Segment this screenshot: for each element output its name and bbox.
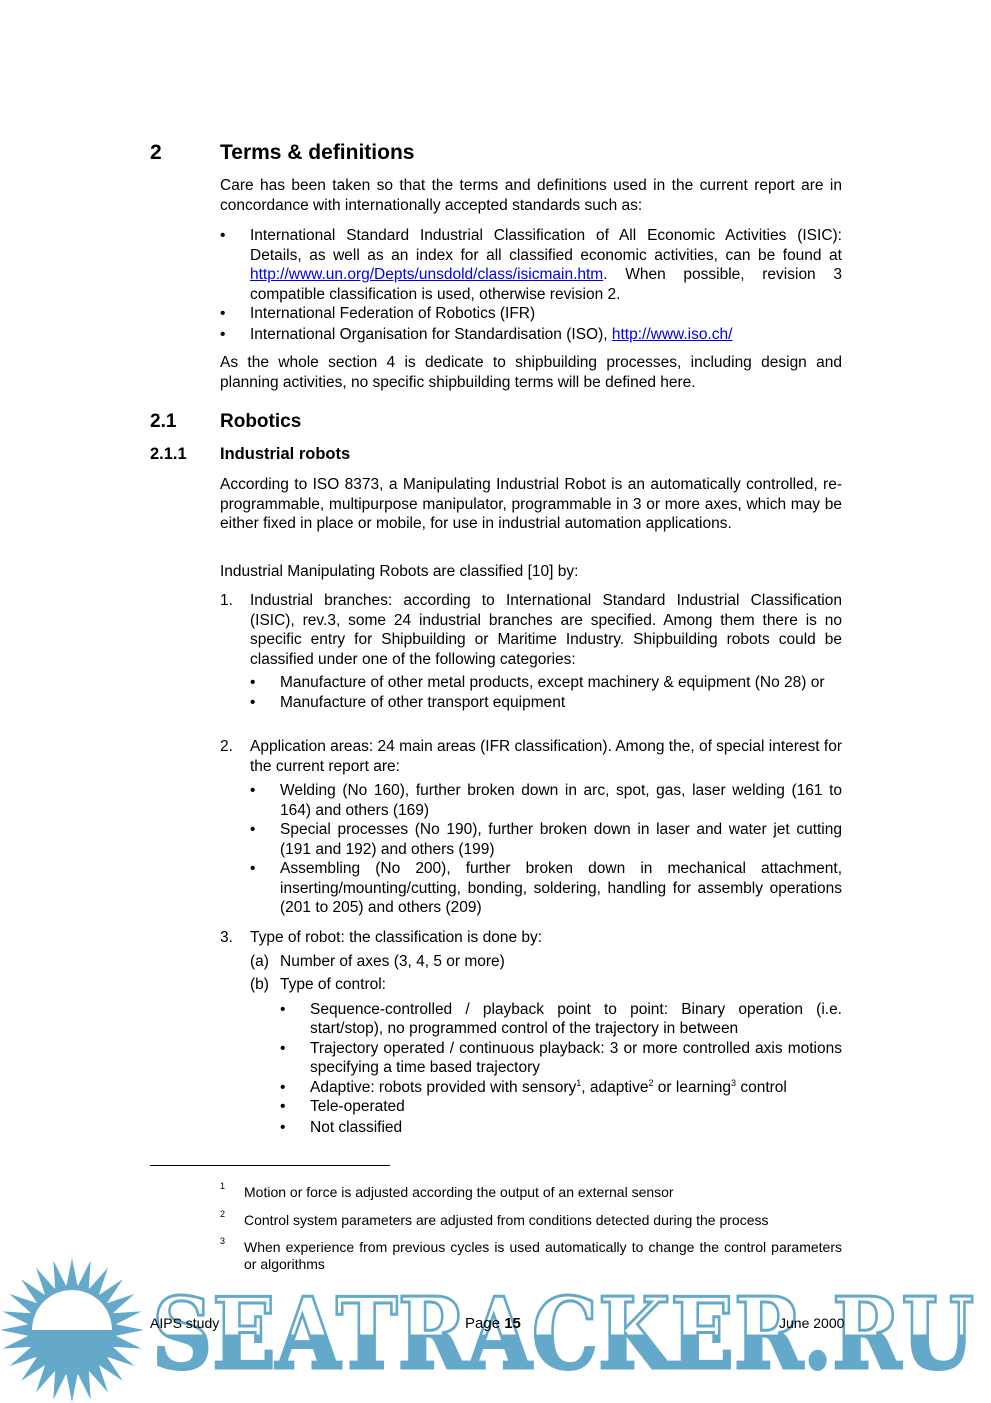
footnote-ref[interactable]: 2 — [648, 1077, 654, 1088]
list-item — [280, 1039, 842, 1078]
sun-icon — [0, 1258, 144, 1402]
bullet: • — [220, 325, 226, 343]
item-text: Sequence-controlled / playback point to point: Binary operation (i.e. start/stop), no programmed control of the trajectory in between — [310, 1000, 842, 1037]
iso-paragraph: According to ISO 8373, a Manipulating Industrial Robot is an automatically controlled, re-programmable, multipurpose manipulator, programmable in 3 or more axes, which may be either fixed in place or mobile, for use in industrial automation applications. — [220, 476, 842, 532]
list-item — [250, 673, 842, 693]
bullet: • — [250, 860, 256, 877]
bullet: • — [250, 821, 256, 838]
list-item — [280, 1097, 842, 1117]
bullet: • — [250, 674, 256, 691]
list-item — [250, 820, 842, 859]
list-item — [250, 859, 842, 918]
item-text: Industrial branches: according to International Standard Industrial Classification (ISIC), rev.3, some 24 industrial branches are specified. Among them there is no specific entry for Shipbuilding or Maritime Industry. Shipbuilding robots could be classified under one of the following categories: — [250, 592, 842, 668]
item-text: Type of control: — [280, 976, 386, 993]
footnote — [220, 1209, 842, 1229]
list-marker: 1. — [220, 592, 233, 609]
item-text: International Standard Industrial Classification of All Economic Activities (ISIC): Details, as well as an index for all classified economic activities, can be found at — [250, 227, 842, 264]
list-item — [220, 325, 842, 345]
page-label: Page — [465, 1315, 505, 1332]
bullet: • — [280, 1118, 286, 1136]
bullet: • — [250, 693, 256, 711]
isic-link[interactable]: http://www.un.org/Depts/unsdold/class/isicmain.htm — [250, 266, 604, 283]
bullet: • — [280, 1078, 286, 1096]
section-number: 2 — [150, 141, 162, 164]
footnote-number: 3 — [220, 1236, 226, 1246]
subsection-number: 2.1 — [150, 411, 177, 432]
footer-right: June 2000 — [779, 1315, 845, 1331]
footnote-ref[interactable]: 1 — [576, 1077, 582, 1088]
footnote-text: Control system parameters are adjusted from conditions detected during the process — [244, 1212, 769, 1228]
footer-left: AIPS study — [150, 1315, 220, 1331]
item-text: Assembling (No 200), further broken down in mechanical attachment, inserting/mounting/cutting, bonding, soldering, handling for assembly operations (201 to 205) and others (209) — [280, 860, 842, 916]
page-number: 15 — [504, 1315, 521, 1332]
item-text: , adaptive — [581, 1078, 649, 1096]
section-note: As the whole section 4 is dedicate to shipbuilding processes, including design and planning activities, no specific shipbuilding terms will be defined here. — [220, 354, 842, 391]
subsubsection-number: 2.1.1 — [150, 445, 187, 463]
item-text: . When possible, revision 3 compatible classification is used, otherwise revision 2. — [250, 266, 842, 303]
footnote — [220, 1181, 842, 1201]
item-text: Type of robot: the classification is done by: — [250, 929, 543, 946]
item-text: or learning — [653, 1078, 732, 1096]
footnote-text: When experience from previous cycles is used automatically to change the control parameters or algorithms — [244, 1239, 842, 1272]
item-text: International Organisation for Standardisation (ISO), — [250, 325, 612, 343]
classified-paragraph: Industrial Manipulating Robots are classified [10] by: — [220, 563, 579, 580]
intro-paragraph: Care has been taken so that the terms and definitions used in the current report are in concordance with internationally accepted standards such as: — [220, 177, 842, 214]
list-item — [280, 1118, 842, 1138]
item-text: International Federation of Robotics (IFR) — [250, 305, 536, 322]
class-1 — [220, 591, 842, 712]
footnote-number: 2 — [220, 1209, 226, 1219]
footnote-ref[interactable]: 3 — [731, 1077, 737, 1088]
item-text: Number of axes (3, 4, 5 or more) — [280, 952, 505, 970]
bullet: • — [250, 782, 256, 799]
section-title: Terms & definitions — [220, 141, 415, 164]
list-item — [250, 781, 842, 820]
item-text: Welding (No 160), further broken down in arc, spot, gas, laser welding (161 to 164) and others (169) — [280, 782, 842, 819]
class-2 — [220, 737, 842, 918]
item-text: Adaptive: robots provided with sensory — [310, 1078, 577, 1096]
footnote-number: 1 — [220, 1181, 226, 1191]
subsubsection-title: Industrial robots — [220, 445, 351, 463]
footnote-text: Motion or force is adjusted according the output of an external sensor — [244, 1184, 674, 1200]
bullet: • — [220, 305, 226, 322]
footnote — [220, 1236, 842, 1273]
list-marker: 2. — [220, 738, 233, 755]
bullet: • — [220, 227, 226, 244]
item-text: Not classified — [310, 1118, 403, 1136]
item-text: control — [736, 1078, 787, 1096]
list-item — [280, 1078, 842, 1098]
item-text: Manufacture of other transport equipment — [280, 693, 566, 711]
bullet: • — [280, 1098, 286, 1115]
svg-text:SEATRACKER.RU: SEATRACKER.RU — [152, 1277, 974, 1392]
list-item — [220, 226, 842, 304]
list-marker: (a) — [250, 952, 269, 970]
item-text: Manufacture of other metal products, except machinery & equipment (No 28) or — [280, 674, 825, 691]
item-text: Trajectory operated / continuous playback: 3 or more controlled axis motions specifying a time based trajectory — [310, 1039, 842, 1076]
item-text: Application areas: 24 main areas (IFR classification). Among the, of special interest for the current report are: — [250, 738, 842, 775]
bullet: • — [280, 1000, 286, 1018]
list-item — [250, 693, 842, 713]
footer-page — [465, 1315, 521, 1332]
item-text: Tele-operated — [310, 1098, 405, 1115]
item-text: Special processes (No 190), further broken down in laser and water jet cutting (191 and 192) and others (199) — [280, 821, 842, 858]
list-item — [220, 304, 842, 324]
standards-list — [220, 226, 842, 344]
bullet: • — [280, 1039, 286, 1057]
list-item — [280, 1000, 842, 1039]
footnote-divider — [150, 1165, 390, 1166]
list-marker: (b) — [250, 976, 269, 993]
class-3 — [220, 928, 842, 1137]
iso-link[interactable]: http://www.iso.ch/ — [611, 325, 733, 343]
subsection-title: Robotics — [220, 411, 302, 432]
list-marker: 3. — [220, 929, 233, 946]
